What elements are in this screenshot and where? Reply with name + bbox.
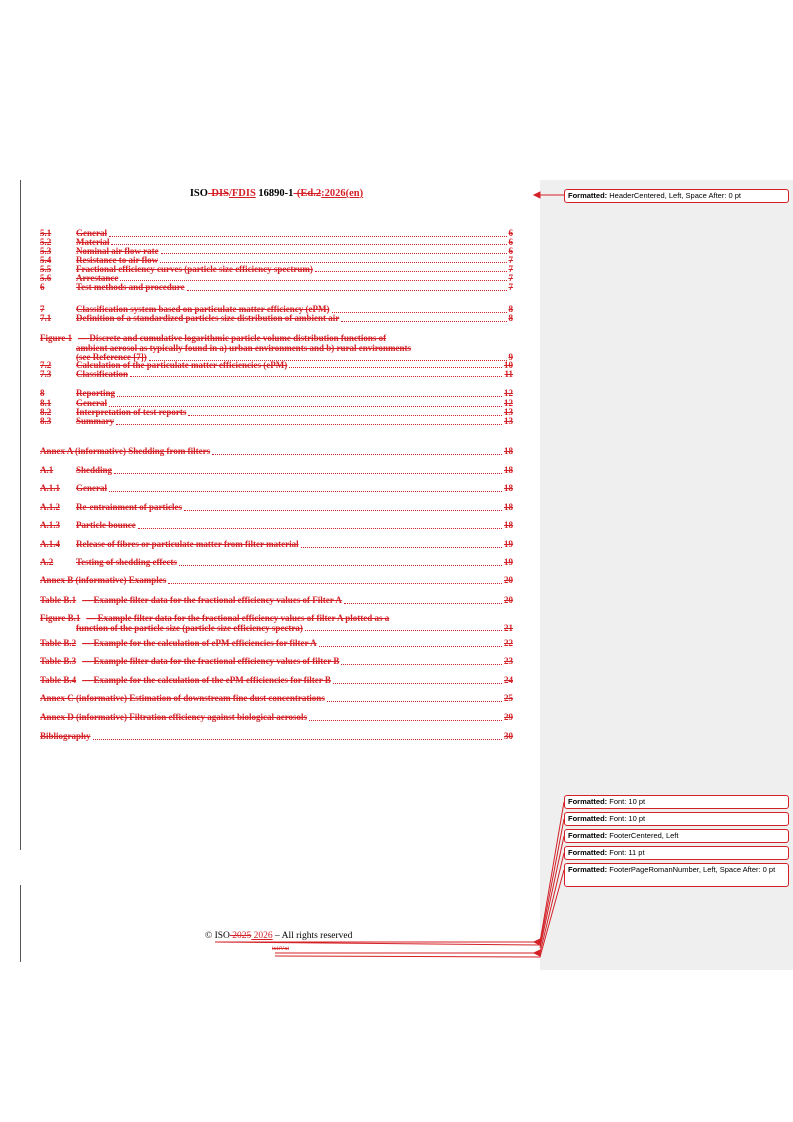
footer-inserted-year: 2026 bbox=[251, 931, 273, 941]
toc-page-number: 6 bbox=[508, 245, 513, 256]
toc-leader-dots bbox=[341, 321, 506, 322]
balloon-text: Font: 10 pt bbox=[607, 797, 646, 806]
toc-number: 8 bbox=[40, 388, 45, 398]
header-suffix: ) bbox=[359, 188, 364, 199]
toc-entry[interactable] bbox=[40, 314, 513, 324]
toc-number: Figure 1 bbox=[40, 333, 73, 343]
toc-entry[interactable] bbox=[40, 694, 513, 704]
toc-page-number: 19 bbox=[504, 539, 513, 549]
toc-leader-dots bbox=[168, 583, 502, 584]
toc-leader-dots bbox=[301, 547, 502, 548]
toc-number: A.1.2 bbox=[40, 502, 60, 512]
toc-leader-dots bbox=[341, 664, 502, 665]
toc-leader-dots bbox=[130, 376, 502, 377]
toc-page-number: 10 bbox=[504, 359, 513, 370]
toc-title: — Example for the calculation of ePM efficiencies for filter A bbox=[82, 638, 317, 648]
toc-entry[interactable] bbox=[40, 639, 513, 649]
toc-number: 8.1 bbox=[40, 398, 52, 408]
toc-entry[interactable] bbox=[40, 283, 513, 293]
toc-number: A.1.4 bbox=[40, 539, 60, 549]
toc-number: 5.1 bbox=[40, 228, 52, 238]
toc-entry[interactable] bbox=[40, 558, 513, 568]
toc-page-number: 30 bbox=[504, 731, 513, 741]
formatting-balloon[interactable] bbox=[564, 189, 789, 203]
toc-entry[interactable] bbox=[40, 657, 513, 667]
toc-entry[interactable] bbox=[40, 389, 513, 399]
toc-number: Figure B.1 bbox=[40, 613, 81, 623]
toc-page-number: 8 bbox=[508, 313, 513, 323]
toc-number: 8.2 bbox=[40, 407, 52, 417]
toc-page-number: 18 bbox=[504, 520, 513, 530]
toc-leader-dots bbox=[315, 271, 507, 272]
toc-entry[interactable] bbox=[40, 540, 513, 550]
toc-number: Table B.1 bbox=[40, 595, 77, 605]
toc-title: — Example filter data for the fractional efficiency values of filter A plotted as a bbox=[86, 613, 390, 623]
toc-title: Particle bounce bbox=[76, 520, 136, 530]
balloon-label: Formatted: bbox=[568, 814, 608, 823]
toc-page-number: 6 bbox=[508, 236, 513, 247]
toc-page-number: 29 bbox=[504, 712, 513, 722]
toc-leader-dots bbox=[120, 280, 506, 281]
toc-entry[interactable] bbox=[40, 370, 513, 380]
toc-page-number: 7 bbox=[508, 263, 513, 274]
toc-leader-dots bbox=[184, 510, 502, 511]
formatting-balloon[interactable] bbox=[564, 812, 789, 826]
header-inserted-year: :2026(en bbox=[321, 188, 360, 199]
toc-leader-dots bbox=[305, 630, 502, 631]
toc-title-continued: (see Reference [7]) bbox=[76, 352, 147, 362]
formatting-balloon[interactable] bbox=[564, 846, 789, 860]
toc-title: General bbox=[76, 483, 107, 493]
header-inserted-text: /FDIS bbox=[228, 188, 256, 199]
connector-line-footer-1 bbox=[215, 802, 564, 942]
toc-leader-dots bbox=[93, 739, 502, 740]
toc-title: Annex D (informative) Filtration efficiency against biological aerosols bbox=[40, 712, 308, 722]
toc-title: — Example filter data for the fractional efficiency values of filter B bbox=[82, 656, 340, 666]
footer-page-number: ixiiVxi bbox=[272, 946, 290, 952]
toc-title: Re-entrainment of particles bbox=[76, 502, 182, 512]
toc-title: Bibliography bbox=[40, 731, 91, 741]
balloon-text: Font: 10 pt bbox=[607, 814, 646, 823]
toc-leader-dots bbox=[138, 528, 502, 529]
toc-leader-dots bbox=[333, 683, 502, 684]
toc-title: Material bbox=[76, 236, 110, 247]
toc-title: General bbox=[76, 228, 107, 238]
toc-number: 5.4 bbox=[40, 254, 52, 265]
toc-title: Release of fibres or particulate matter from filter material bbox=[76, 539, 299, 549]
toc-title: — Discrete and cumulative logarithmic particle volume distribution functions of bbox=[78, 333, 387, 343]
toc-title: Summary bbox=[76, 416, 114, 426]
formatting-balloon[interactable] bbox=[564, 795, 789, 809]
toc-page-number: 19 bbox=[504, 557, 513, 567]
toc-number: 7 bbox=[40, 304, 45, 314]
toc-leader-dots bbox=[109, 236, 507, 237]
toc-entry[interactable] bbox=[40, 576, 513, 586]
balloon-text: HeaderCentered, Left, Space After: 0 pt bbox=[607, 191, 742, 200]
toc-title: Annex B (informative) Examples bbox=[40, 575, 167, 585]
toc-leader-dots bbox=[332, 312, 507, 313]
toc-title-continued: function of the particle size (particle size efficiency spectra) bbox=[76, 622, 303, 633]
toc-title: Reporting bbox=[76, 388, 115, 398]
balloon-label: Formatted: bbox=[568, 797, 608, 806]
formatting-balloon[interactable] bbox=[564, 829, 789, 843]
toc-page-number: 7 bbox=[508, 254, 513, 265]
toc-title: Definition of a standardized particles size distribution of ambient air bbox=[76, 313, 340, 323]
toc-leader-dots bbox=[117, 396, 502, 397]
connector-line-footer-2 bbox=[215, 819, 564, 945]
header-prefix: ISO bbox=[189, 188, 208, 199]
toc-page-number: 12 bbox=[504, 388, 513, 398]
toc-page-number: 11 bbox=[504, 368, 513, 379]
toc-number: 8.3 bbox=[40, 416, 52, 426]
toc-title: Classification bbox=[76, 368, 129, 379]
footer-deleted-year: 2025 bbox=[229, 931, 252, 941]
toc-entry[interactable] bbox=[40, 732, 513, 742]
toc-continuation: ambient aerosol as typically found in a) urban environments and b) rural environments bbox=[76, 342, 412, 353]
toc-leader-dots bbox=[327, 701, 502, 702]
toc-continuation bbox=[40, 624, 513, 634]
toc-number: 7.1 bbox=[40, 313, 52, 323]
toc-leader-dots bbox=[116, 424, 502, 425]
balloon-text: FooterPageRomanNumber, Left, Space After: 0 pt bbox=[607, 865, 776, 874]
toc-number: 5.6 bbox=[40, 272, 52, 283]
toc-page-number: 13 bbox=[504, 407, 513, 417]
toc-entry[interactable] bbox=[40, 334, 513, 363]
toc-entry[interactable] bbox=[40, 614, 513, 633]
toc-entry[interactable] bbox=[40, 447, 513, 457]
toc-entry[interactable] bbox=[40, 713, 513, 723]
toc-title: Annex C (informative) Estimation of downstream fine dust concentrations bbox=[40, 693, 325, 703]
page-left-edge-top bbox=[20, 180, 21, 850]
toc-title: Testing of shedding effects bbox=[76, 557, 177, 567]
toc-entry[interactable] bbox=[40, 417, 513, 427]
page-header bbox=[40, 188, 513, 199]
toc-leader-dots bbox=[114, 473, 502, 474]
toc-leader-dots bbox=[289, 367, 502, 368]
toc-page-number: 25 bbox=[504, 693, 513, 703]
toc-title: — Example filter data for the fractional efficiency values of Filter A bbox=[82, 595, 342, 605]
toc-number: Table B.2 bbox=[40, 638, 77, 648]
toc-title: Arrestance bbox=[76, 272, 119, 283]
footer-copy-end: – All rights reserved bbox=[272, 931, 353, 941]
toc-leader-dots bbox=[188, 415, 502, 416]
toc-page-number: 13 bbox=[504, 416, 513, 426]
toc-entry[interactable] bbox=[40, 503, 513, 513]
toc-title: Test methods and procedure bbox=[76, 282, 185, 292]
toc-number: Table B.4 bbox=[40, 675, 77, 685]
toc-page-number: 9 bbox=[508, 352, 513, 362]
toc-page-number: 18 bbox=[504, 446, 513, 456]
balloon-label: Formatted: bbox=[568, 848, 608, 857]
toc-title: Resistance to air flow bbox=[76, 254, 159, 265]
toc-leader-dots bbox=[109, 491, 502, 492]
toc-page-number: 18 bbox=[504, 483, 513, 493]
toc-number: 5.5 bbox=[40, 263, 52, 274]
toc-page-number: 20 bbox=[504, 595, 513, 605]
toc-title: Calculation of the particulate matter efficiencies (ePM) bbox=[76, 359, 288, 370]
toc-entry[interactable] bbox=[40, 676, 513, 686]
toc-leader-dots bbox=[160, 262, 506, 263]
toc-page-number: 20 bbox=[504, 575, 513, 585]
toc-page-number: 7 bbox=[508, 282, 513, 292]
toc-title: Fractional efficiency curves (particle size efficiency spectrum) bbox=[76, 263, 313, 274]
header-deleted-edition: -(Ed.2 bbox=[293, 188, 322, 199]
toc-entry[interactable] bbox=[40, 521, 513, 531]
toc-page-number: 6 bbox=[508, 228, 513, 238]
toc-number: 6 bbox=[40, 282, 45, 292]
toc-number: A.1.3 bbox=[40, 520, 60, 530]
toc-title: Shedding bbox=[76, 465, 113, 475]
toc-leader-dots bbox=[161, 253, 507, 254]
toc-leader-dots bbox=[179, 565, 502, 566]
toc-number: Table B.3 bbox=[40, 656, 77, 666]
header-number: 16890-1 bbox=[255, 188, 294, 199]
toc-number: A.1.1 bbox=[40, 483, 60, 493]
toc-page-number: 21 bbox=[504, 622, 513, 633]
connector-line-footer-5 bbox=[272, 870, 564, 957]
toc-number: A.2 bbox=[40, 557, 54, 567]
toc-leader-dots bbox=[344, 603, 502, 604]
toc-number: 7.3 bbox=[40, 368, 52, 379]
toc-leader-dots bbox=[212, 454, 502, 455]
formatting-balloon[interactable] bbox=[564, 863, 789, 887]
balloon-label: Formatted: bbox=[568, 831, 608, 840]
toc-page-number: 18 bbox=[504, 465, 513, 475]
toc-leader-dots bbox=[319, 646, 502, 647]
toc-leader-dots bbox=[187, 290, 507, 291]
toc-title: General bbox=[76, 398, 107, 408]
balloon-text: FooterCentered, Left bbox=[607, 831, 679, 840]
toc-title: Interpretation of test reports bbox=[76, 407, 187, 417]
toc-title: Annex A (informative) Shedding from filters bbox=[40, 446, 211, 456]
toc-page-number: 8 bbox=[508, 304, 513, 314]
toc-number: A.1 bbox=[40, 465, 54, 475]
toc-number: 5.2 bbox=[40, 236, 52, 247]
balloon-label: Formatted: bbox=[568, 191, 608, 200]
balloon-text: Font: 11 pt bbox=[607, 848, 645, 857]
footer-copy-start: © ISO bbox=[205, 931, 230, 941]
toc-page-number: 23 bbox=[504, 656, 513, 666]
footer-copyright bbox=[205, 931, 352, 941]
page-left-edge-bottom bbox=[20, 885, 21, 962]
toc-page-number: 12 bbox=[504, 398, 513, 408]
toc-title: — Example for the calculation of the ePM efficiencies for filter B bbox=[82, 675, 331, 685]
balloon-label: Formatted: bbox=[568, 865, 608, 874]
header-deleted-text: -DIS bbox=[207, 188, 229, 199]
toc-page-number: 24 bbox=[504, 675, 513, 685]
toc-title: Classification system based on particulate matter efficiency (ePM) bbox=[76, 304, 330, 314]
toc-number: 7.2 bbox=[40, 359, 52, 370]
toc-leader-dots bbox=[111, 244, 506, 245]
toc-title: Nominal air flow rate bbox=[76, 245, 159, 256]
toc-page-number: 22 bbox=[504, 638, 513, 648]
toc-entry[interactable] bbox=[40, 484, 513, 494]
toc-page-number: 7 bbox=[508, 272, 513, 283]
toc-leader-dots bbox=[309, 720, 502, 721]
toc-page-number: 18 bbox=[504, 502, 513, 512]
toc-entry[interactable] bbox=[40, 466, 513, 476]
toc-number: 5.3 bbox=[40, 245, 52, 256]
toc-entry[interactable] bbox=[40, 596, 513, 606]
